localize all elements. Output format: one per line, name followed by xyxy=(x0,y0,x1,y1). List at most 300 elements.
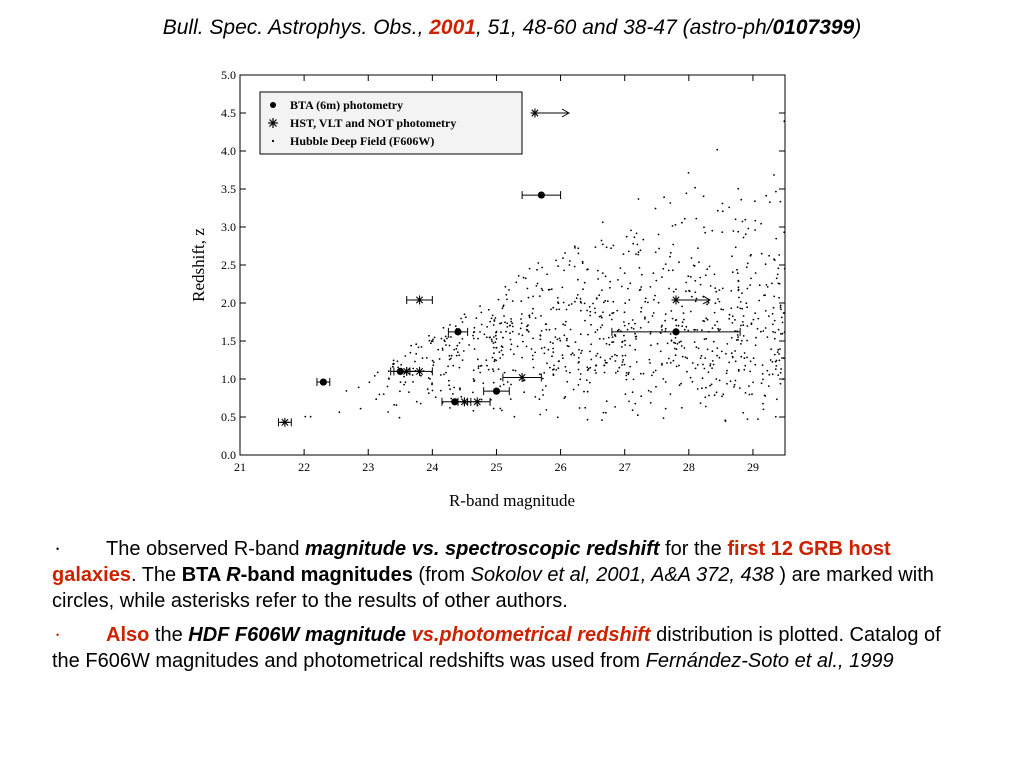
hdf-point xyxy=(780,306,782,308)
hdf-point xyxy=(495,341,497,343)
hdf-point xyxy=(673,291,675,293)
hdf-point xyxy=(707,349,709,351)
hdf-point xyxy=(667,343,669,345)
hdf-point xyxy=(735,246,737,248)
hdf-point xyxy=(568,304,570,306)
hdf-point xyxy=(774,338,776,340)
hdf-point xyxy=(741,340,743,342)
hdf-point xyxy=(582,288,584,290)
hdf-point xyxy=(403,384,405,386)
hdf-point xyxy=(743,237,745,239)
hdf-point xyxy=(545,329,547,331)
hdf-point xyxy=(693,265,695,267)
hdf-point xyxy=(738,297,740,299)
hdf-point xyxy=(752,382,754,384)
hdf-point xyxy=(623,253,625,255)
hdf-point xyxy=(492,315,494,317)
y-tick-label: 1.0 xyxy=(221,372,236,386)
hdf-point xyxy=(583,391,585,393)
hdf-point xyxy=(374,375,376,377)
caption-emphasis: HDF F606W magnitude xyxy=(188,624,407,646)
hdf-point xyxy=(624,272,626,274)
hdf-point xyxy=(504,321,506,323)
hdf-point xyxy=(704,338,706,340)
hdf-point xyxy=(521,313,523,315)
hdf-point xyxy=(537,283,539,285)
hdf-point xyxy=(526,329,528,331)
hdf-point xyxy=(493,336,495,338)
hdf-point xyxy=(456,355,458,357)
hdf-point xyxy=(480,365,482,367)
hdf-point xyxy=(747,288,749,290)
hdf-point xyxy=(768,374,770,376)
hdf-point xyxy=(683,319,685,321)
hdf-point xyxy=(618,367,620,369)
hdf-point xyxy=(774,354,776,356)
x-tick-label: 28 xyxy=(682,460,695,474)
hdf-point xyxy=(765,263,767,265)
hdf-point xyxy=(489,336,491,338)
hdf-point xyxy=(651,375,653,377)
hdf-point xyxy=(685,282,687,284)
hdf-point xyxy=(655,386,657,388)
hdf-point xyxy=(742,412,744,414)
hdf-point xyxy=(749,284,751,286)
hdf-point xyxy=(594,308,596,310)
hdf-point xyxy=(388,378,390,380)
hdf-point xyxy=(479,331,481,333)
hdf-point xyxy=(769,201,771,203)
hdf-point xyxy=(482,382,484,384)
hdf-point xyxy=(625,355,627,357)
hdf-point xyxy=(681,306,683,308)
hdf-point xyxy=(680,383,682,385)
hdf-point xyxy=(555,336,557,338)
hdf-point xyxy=(731,337,733,339)
hdf-point xyxy=(692,381,694,383)
bta-point xyxy=(672,328,679,335)
hdf-point xyxy=(708,395,710,397)
hdf-point xyxy=(569,372,571,374)
hdf-point xyxy=(606,400,608,402)
hdf-point xyxy=(639,267,641,269)
hdf-point xyxy=(711,367,713,369)
hdf-point xyxy=(781,357,783,359)
hdf-point xyxy=(716,355,718,357)
x-axis-label: R-band magnitude xyxy=(448,491,576,510)
hdf-point xyxy=(541,267,543,269)
bta-point xyxy=(493,388,500,395)
slide-title xyxy=(0,16,1024,40)
hdf-point xyxy=(704,396,706,398)
y-tick-label: 4.5 xyxy=(221,106,236,120)
hdf-point xyxy=(618,329,620,331)
hdf-point xyxy=(523,391,525,393)
hdf-point xyxy=(477,338,479,340)
hdf-point xyxy=(433,361,435,363)
hdf-point xyxy=(683,312,685,314)
hdf-point xyxy=(635,253,637,255)
hdf-point xyxy=(681,407,683,409)
hdf-point xyxy=(573,354,575,356)
hdf-point xyxy=(500,331,502,333)
hdf-point xyxy=(412,374,414,376)
hdf-point xyxy=(488,369,490,371)
hdf-point xyxy=(687,330,689,332)
hdf-point xyxy=(655,208,657,210)
hdf-point xyxy=(387,386,389,388)
hdf-point xyxy=(587,391,589,393)
hdf-point xyxy=(448,336,450,338)
hdf-point xyxy=(638,198,640,200)
hdf-point xyxy=(584,303,586,305)
hdf-point xyxy=(729,314,731,316)
hdf-point xyxy=(450,398,452,400)
hdf-point xyxy=(548,349,550,351)
hdf-point xyxy=(449,324,451,326)
hdf-point xyxy=(595,372,597,374)
hdf-point xyxy=(432,340,434,342)
hdf-point xyxy=(612,301,614,303)
hdf-point xyxy=(557,339,559,341)
caption-paragraph-2 xyxy=(52,622,972,674)
hdf-point xyxy=(737,306,739,308)
hdf-point xyxy=(579,378,581,380)
hdf-point xyxy=(360,408,362,410)
hdf-point xyxy=(631,327,633,329)
title-close: ) xyxy=(854,16,862,39)
hdf-point xyxy=(636,361,638,363)
hdf-point xyxy=(744,365,746,367)
hdf-point xyxy=(751,322,753,324)
hdf-point xyxy=(681,345,683,347)
hdf-point xyxy=(605,275,607,277)
hdf-point xyxy=(564,252,566,254)
hdf-point xyxy=(674,348,676,350)
hdf-point xyxy=(625,393,627,395)
hdf-point xyxy=(622,361,624,363)
hdf-point xyxy=(493,382,495,384)
hdf-point xyxy=(728,362,730,364)
hdf-point xyxy=(718,330,720,332)
hdf-point xyxy=(491,317,493,319)
hdf-point xyxy=(443,327,445,329)
hdf-point xyxy=(672,225,674,227)
hdf-point xyxy=(488,309,490,311)
hdf-point xyxy=(742,324,744,326)
hdf-point xyxy=(474,348,476,350)
hdf-point xyxy=(621,341,623,343)
hdf-point xyxy=(581,350,583,352)
legend-entry-hdf: Hubble Deep Field (F606W) xyxy=(290,134,435,148)
hdf-point xyxy=(633,379,635,381)
hdf-point xyxy=(679,341,681,343)
hdf-point xyxy=(702,364,704,366)
hdf-point xyxy=(740,199,742,201)
hdf-point xyxy=(783,357,785,359)
hdf-point xyxy=(606,246,608,248)
y-tick-label: 3.5 xyxy=(221,182,236,196)
hdf-point xyxy=(613,341,615,343)
hdf-point xyxy=(783,231,785,233)
hdf-point xyxy=(705,317,707,319)
hdf-point xyxy=(716,149,718,151)
bullet-1: • xyxy=(56,543,60,554)
hdf-point xyxy=(552,369,554,371)
hdf-point xyxy=(629,366,631,368)
hdf-point xyxy=(555,369,557,371)
hdf-point xyxy=(574,266,576,268)
hdf-point xyxy=(703,226,705,228)
hdf-point xyxy=(479,305,481,307)
hdf-point xyxy=(552,351,554,353)
hdf-point xyxy=(587,334,589,336)
hdf-point xyxy=(732,315,734,317)
hdf-point xyxy=(773,296,775,298)
hdf-point xyxy=(481,324,483,326)
hdf-point xyxy=(502,337,504,339)
hdf-point xyxy=(609,314,611,316)
hdf-point xyxy=(602,221,604,223)
hdf-point xyxy=(757,418,759,420)
hdf-point xyxy=(628,251,630,253)
hdf-point xyxy=(473,331,475,333)
hdf-point xyxy=(779,360,781,362)
hdf-point xyxy=(725,420,727,422)
hdf-point xyxy=(754,364,756,366)
hdf-point xyxy=(777,267,779,269)
hdf-point xyxy=(607,300,609,302)
hdf-point xyxy=(511,322,513,324)
hdf-point xyxy=(441,338,443,340)
hdf-point xyxy=(493,347,495,349)
hdf-point xyxy=(765,195,767,197)
hdf-point xyxy=(661,364,663,366)
hdf-point xyxy=(721,351,723,353)
hdf-point xyxy=(736,339,738,341)
hdf-point xyxy=(621,364,623,366)
y-tick-label: 0.0 xyxy=(221,448,236,462)
hdf-point xyxy=(670,333,672,335)
hdf-point xyxy=(739,308,741,310)
hdf-point xyxy=(500,378,502,380)
hdf-point xyxy=(515,370,517,372)
hdf-point xyxy=(749,371,751,373)
hdf-point xyxy=(435,396,437,398)
pages-ref: , 51, 48-60 and 38-47 (astro-ph/ xyxy=(475,16,773,39)
hdf-point xyxy=(775,416,777,418)
hdf-point xyxy=(762,330,764,332)
hdf-point xyxy=(549,367,551,369)
hdf-point xyxy=(555,328,557,330)
hdf-point xyxy=(740,301,742,303)
hdf-point xyxy=(741,308,743,310)
hdf-point xyxy=(453,349,455,351)
caption-bold: BTA xyxy=(181,564,227,586)
hdf-point xyxy=(520,318,522,320)
hdf-point xyxy=(640,286,642,288)
hdf-point xyxy=(537,262,539,264)
hdf-point xyxy=(681,325,683,327)
hdf-point xyxy=(623,335,625,337)
hdf-point xyxy=(669,202,671,204)
hdf-point xyxy=(598,294,600,296)
hdf-point xyxy=(726,372,728,374)
hdf-point xyxy=(542,378,544,380)
hdf-point xyxy=(575,341,577,343)
hdf-point xyxy=(577,247,579,249)
hdf-point xyxy=(778,353,780,355)
hdf-point xyxy=(609,281,611,283)
hdf-point xyxy=(722,393,724,395)
hdf-point xyxy=(757,318,759,320)
hdf-point xyxy=(628,372,630,374)
hdf-point xyxy=(551,288,553,290)
hdf-point xyxy=(637,414,639,416)
hdf-point xyxy=(486,336,488,338)
hdf-point xyxy=(735,218,737,220)
hdf-point xyxy=(670,362,672,364)
hdf-point xyxy=(734,319,736,321)
hdf-point xyxy=(346,390,348,392)
hdf-point xyxy=(587,369,589,371)
hdf-point xyxy=(574,301,576,303)
hdf-point xyxy=(671,339,673,341)
bta-point xyxy=(538,191,545,198)
hdf-point xyxy=(418,347,420,349)
hdf-point xyxy=(399,417,401,419)
hdf-point xyxy=(460,318,462,320)
hdf-point xyxy=(753,319,755,321)
hdf-point xyxy=(539,414,541,416)
hdf-point xyxy=(375,398,377,400)
hdf-point xyxy=(601,240,603,242)
hdf-point xyxy=(512,326,514,328)
hdf-point xyxy=(627,329,629,331)
hdf-point xyxy=(496,338,498,340)
hdf-point xyxy=(780,368,782,370)
hdf-point xyxy=(428,392,430,394)
hdf-point xyxy=(522,334,524,336)
hdf-point xyxy=(653,272,655,274)
hdf-point xyxy=(562,257,564,259)
hdf-point xyxy=(777,351,779,353)
hdf-point xyxy=(738,289,740,291)
hdf-point xyxy=(532,338,534,340)
hdf-point xyxy=(737,231,739,233)
hdf-point xyxy=(773,307,775,309)
hdf-point xyxy=(481,399,483,401)
hdf-point xyxy=(722,210,724,212)
hdf-point xyxy=(780,333,782,335)
hdf-point xyxy=(673,342,675,344)
hdf-point xyxy=(578,253,580,255)
hdf-point xyxy=(705,274,707,276)
caption-highlight: vs.photometrical redshift xyxy=(411,624,651,646)
hdf-point xyxy=(692,362,694,364)
hdf-point xyxy=(668,358,670,360)
hdf-point xyxy=(712,350,714,352)
hdf-point xyxy=(432,364,434,366)
hdf-point xyxy=(604,365,606,367)
hdf-point xyxy=(762,379,764,381)
hdf-point xyxy=(457,351,459,353)
hdf-point xyxy=(552,307,554,309)
caption-text: distribution is plotted. Catalog of the F606W magnitudes and photometrical redshifts was used from xyxy=(52,624,941,672)
hdf-point xyxy=(603,338,605,340)
hdf-point xyxy=(549,329,551,331)
hdf-point xyxy=(439,358,441,360)
hdf-point xyxy=(493,370,495,372)
hdf-point xyxy=(565,366,567,368)
hdf-point xyxy=(563,270,565,272)
hdf-point xyxy=(662,268,664,270)
hdf-point xyxy=(474,327,476,329)
hdf-point xyxy=(442,348,444,350)
hdf-point xyxy=(734,384,736,386)
hdf-point xyxy=(780,308,782,310)
hdf-point xyxy=(650,391,652,393)
hdf-point xyxy=(616,355,618,357)
hdf-point xyxy=(650,333,652,335)
hdf-point xyxy=(653,299,655,301)
hdf-point xyxy=(669,256,671,258)
hdf-point xyxy=(716,391,718,393)
hdf-point xyxy=(664,320,666,322)
hdf-point xyxy=(485,359,487,361)
hdf-point xyxy=(742,221,744,223)
hdf-point xyxy=(604,372,606,374)
hdf-point xyxy=(648,321,650,323)
hdf-point xyxy=(754,220,756,222)
x-tick-label: 21 xyxy=(234,460,246,474)
hdf-point xyxy=(690,276,692,278)
hdf-point xyxy=(552,342,554,344)
hdf-point xyxy=(514,416,516,418)
hdf-point xyxy=(628,323,630,325)
hdf-point xyxy=(515,281,517,283)
hdf-point xyxy=(559,338,561,340)
hdf-point xyxy=(783,312,785,314)
hdf-point xyxy=(655,370,657,372)
hdf-point xyxy=(557,265,559,267)
hdf-point xyxy=(566,309,568,311)
hdf-point xyxy=(522,341,524,343)
hdf-point xyxy=(600,327,602,329)
hdf-point xyxy=(564,324,566,326)
hdf-point xyxy=(510,398,512,400)
x-tick-label: 27 xyxy=(618,460,631,474)
hdf-point xyxy=(595,355,597,357)
hdf-point xyxy=(778,297,780,299)
caption-citation: Fernández-Soto et al., 1999 xyxy=(645,650,894,672)
hdf-point xyxy=(529,314,531,316)
hdf-point xyxy=(715,291,717,293)
hdf-point xyxy=(478,367,480,369)
hdf-point xyxy=(627,288,629,290)
hdf-point xyxy=(765,310,767,312)
hdf-point xyxy=(605,362,607,364)
hdf-point xyxy=(504,372,506,374)
hdf-point xyxy=(634,349,636,351)
hdf-point xyxy=(704,232,706,234)
hdf-point xyxy=(737,336,739,338)
hdf-point xyxy=(495,335,497,337)
hdf-point xyxy=(486,365,488,367)
hdf-point xyxy=(690,311,692,313)
hdf-point xyxy=(701,355,703,357)
hdf-point xyxy=(645,298,647,300)
